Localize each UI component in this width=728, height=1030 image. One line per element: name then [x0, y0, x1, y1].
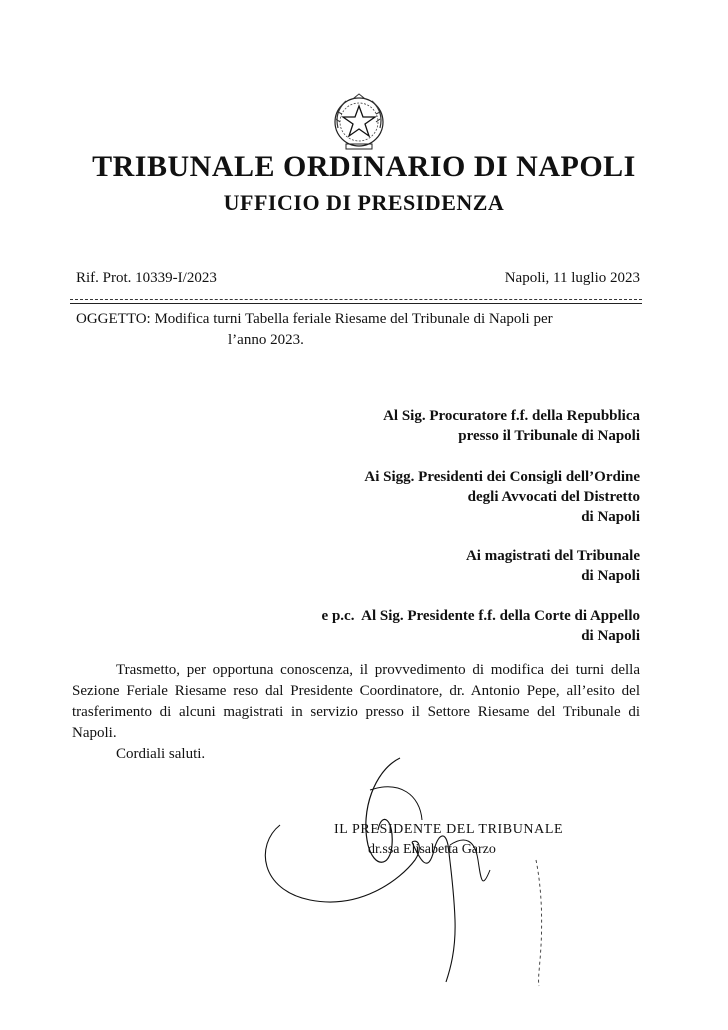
- handwritten-signature: [250, 750, 570, 990]
- subject-label: OGGETTO:: [76, 311, 151, 327]
- addressee-line: di Napoli: [581, 568, 640, 584]
- header-divider-solid: [70, 303, 642, 304]
- office-title: UFFICIO DI PRESIDENZA: [223, 190, 505, 215]
- italian-republic-emblem-icon: [330, 92, 388, 154]
- subject: [76, 309, 640, 351]
- closing-greeting: Cordiali saluti.: [116, 746, 206, 762]
- document-date: Napoli, 11 luglio 2023: [504, 270, 640, 286]
- addressee-line: Al Sig. Procuratore f.f. della Repubblica: [383, 408, 640, 424]
- addressee-procuratore: [383, 406, 640, 446]
- subject-line-1: Modifica turni Tabella feriale Riesame del Tribunale di Napoli per: [154, 311, 553, 327]
- subject-line-2: l’anno 2023.: [228, 332, 304, 348]
- addressee-line: degli Avvocati del Distretto: [467, 489, 640, 505]
- addressee-line: di Napoli: [581, 509, 640, 525]
- addressee-ordine-avvocati: [364, 467, 640, 527]
- body-paragraph: Trasmetto, per opportuna conoscenza, il provvedimento di modifica dei turni della Sezione Feriale Riesame reso dal Presidente Coordinatore, dr. Antonio Pepe, all’esito del trasferimento di alcuni magistrati in servizio presso il Settore Riesame del Tribunale di Napoli.: [72, 662, 640, 741]
- court-title: TRIBUNALE ORDINARIO DI NAPOLI: [92, 150, 636, 183]
- addressee-line: Ai Sigg. Presidenti dei Consigli dell’Ordine: [364, 469, 640, 485]
- addressee-corte-appello: [322, 606, 640, 646]
- addressee-line: di Napoli: [581, 628, 640, 644]
- addressee-line: presso il Tribunale di Napoli: [458, 428, 640, 444]
- signatory-name: dr.ssa Elisabetta Garzo: [368, 842, 496, 857]
- protocol-reference: Rif. Prot. 10339-I/2023: [76, 270, 217, 286]
- header-divider: [70, 299, 642, 300]
- signatory-title: IL PRESIDENTE DEL TRIBUNALE: [334, 822, 564, 837]
- addressee-line: e p.c. Al Sig. Presidente f.f. della Corte di Appello: [321, 608, 640, 624]
- addressee-magistrati: [466, 546, 640, 586]
- addressee-line: Ai magistrati del Tribunale: [465, 548, 640, 564]
